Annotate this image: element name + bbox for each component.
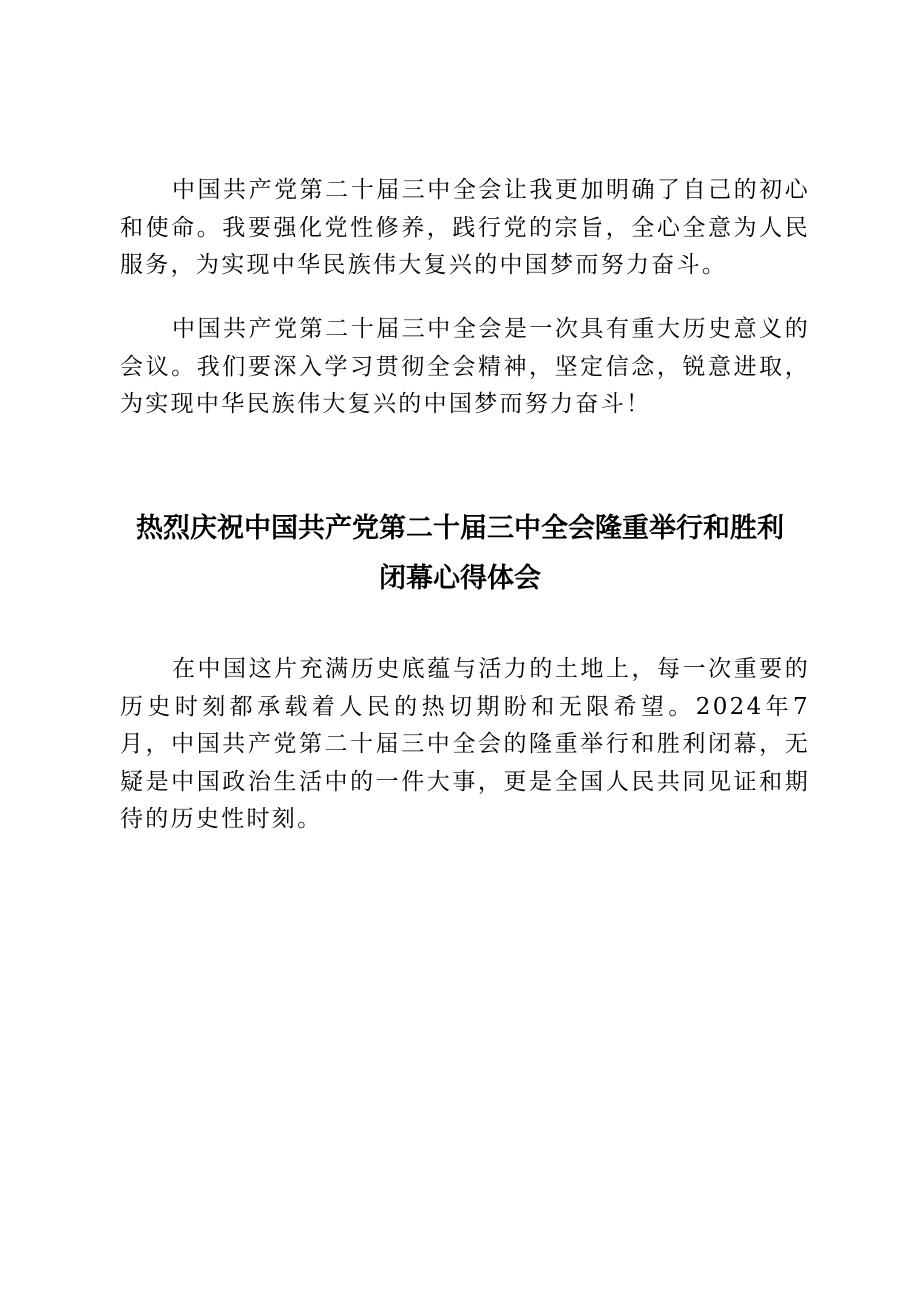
article-title-line-2: 闭幕心得体会: [379, 563, 541, 594]
paragraph-first: 中国共产党第二十届三中全会让我更加明确了自己的初心和使命。我要强化党性修养，践行党的宗旨，全心全意为人民服务，为实现中华民族伟大复兴的中国梦而努力奋斗。: [120, 177, 810, 278]
article-title-line-1: 热烈庆祝中国共产党第二十届三中全会隆重举行和胜利: [136, 513, 784, 544]
paragraph-body: 在中国这片充满历史底蕴与活力的土地上，每一次重要的历史时刻都承载着人民的热切期盼和无限希望。2024年7月，中国共产党第二十届三中全会的隆重举行和胜利闭幕，无疑是中国政治生活中的一件大事，更是全国人民共同见证和期待的历史性时刻。: [120, 656, 810, 832]
article-title: [60, 504, 860, 604]
paragraph-second: 中国共产党第二十届三中全会是一次具有重大历史意义的会议。我们要深入学习贯彻全会精神，坚定信念，锐意进取，为实现中华民族伟大复兴的中国梦而努力奋斗！: [120, 316, 810, 417]
